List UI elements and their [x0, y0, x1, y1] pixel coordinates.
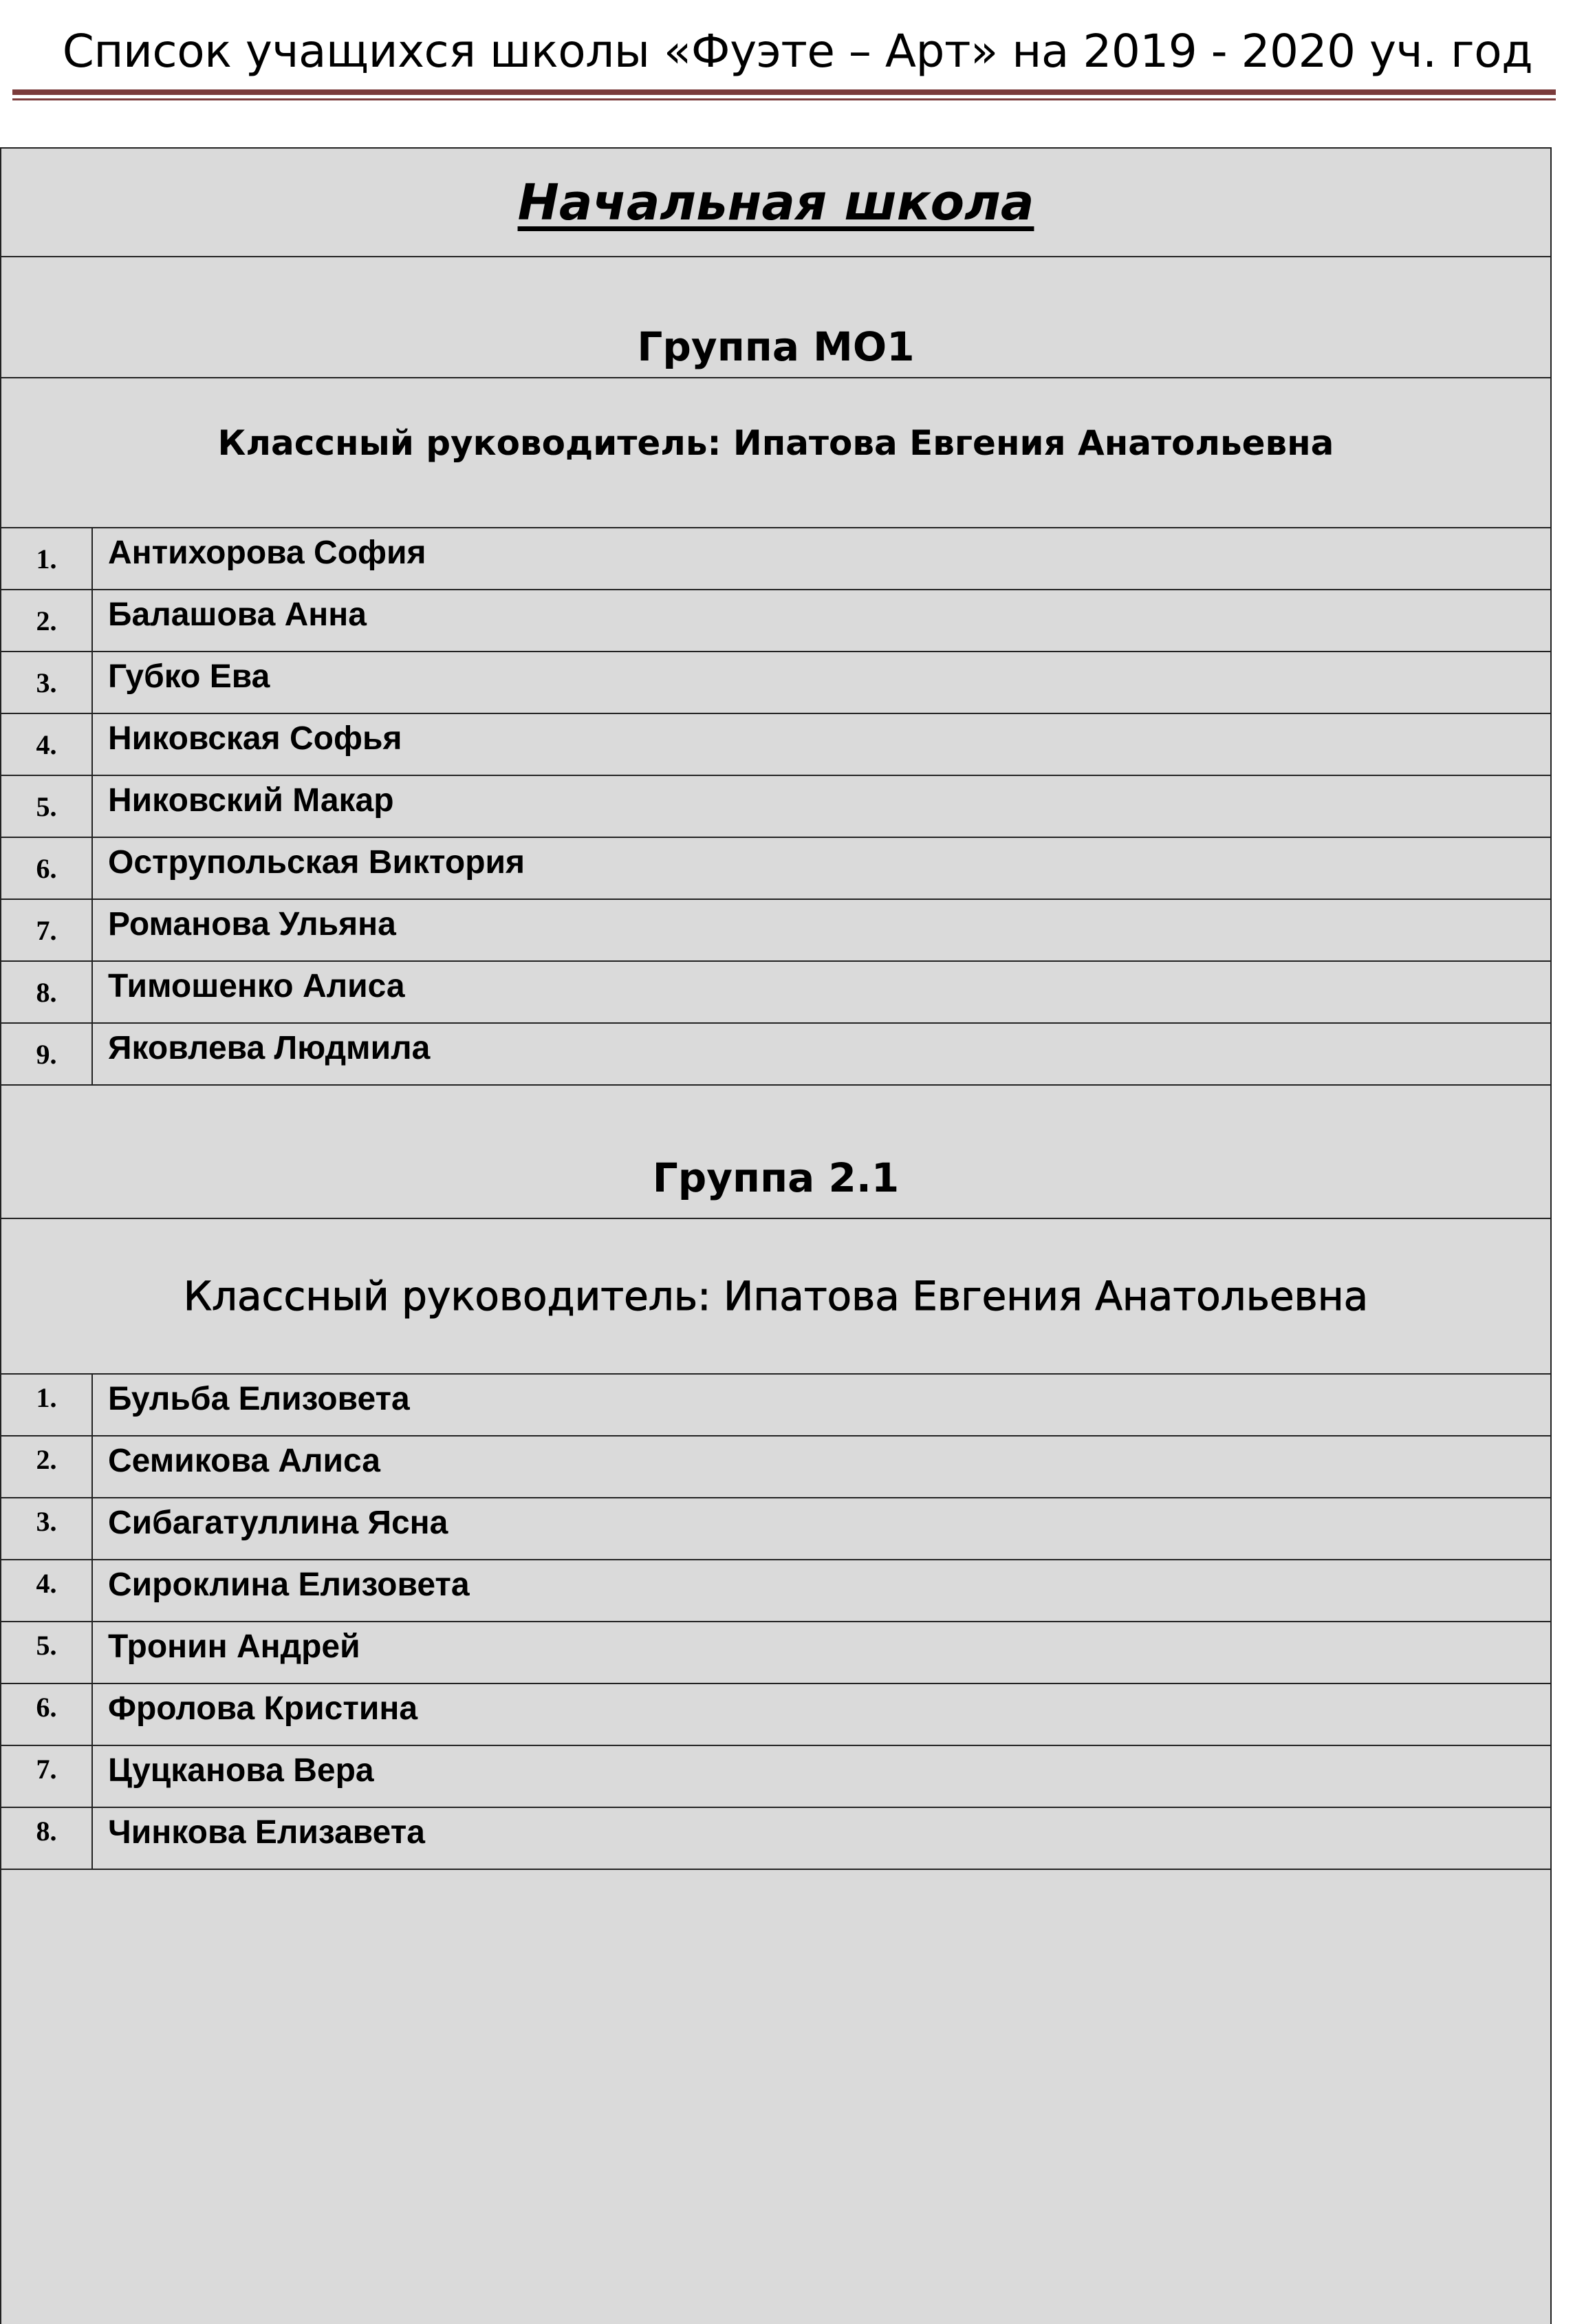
header-rule-thin: [12, 98, 1556, 100]
student-name: Цуцканова Вера: [108, 1752, 374, 1789]
student-name: Бульба Елизовета: [108, 1381, 410, 1417]
table-row: [1, 1560, 1550, 1622]
table-row: [1, 962, 1550, 1024]
page-title: Список учащихся школы «Фуэте – Арт» на 2019 - 2020 уч. год: [62, 25, 1533, 78]
student-name: Никовский Макар: [108, 782, 394, 819]
row-number: 6.: [1, 1684, 93, 1745]
table-row: [1, 652, 1550, 714]
table-row: [1, 528, 1550, 590]
group-title: Группа МО1: [1, 257, 1550, 378]
student-name: Семикова Алиса: [108, 1443, 380, 1479]
row-number: 3.: [1, 652, 93, 713]
row-number: 8.: [1, 1808, 93, 1869]
row-number: 1.: [1, 528, 93, 589]
row-number: 7.: [1, 1746, 93, 1807]
row-number: 7.: [1, 900, 93, 960]
header-rule: [12, 89, 1556, 95]
empty-table-area: [1, 1870, 1550, 2324]
student-name: Острупольская Виктория: [108, 844, 525, 881]
row-number: 5.: [1, 1622, 93, 1683]
row-number: 5.: [1, 776, 93, 837]
student-name: Сибагатуллина Ясна: [108, 1505, 448, 1541]
row-number: 2.: [1, 590, 93, 651]
table-row: [1, 1746, 1550, 1808]
row-number: 1.: [1, 1375, 93, 1435]
row-number: 4.: [1, 1560, 93, 1621]
row-number: 6.: [1, 838, 93, 899]
student-name: Губко Ева: [108, 658, 270, 695]
student-name: Балашова Анна: [108, 596, 367, 633]
row-number: 2.: [1, 1437, 93, 1497]
student-list-table: [0, 147, 1552, 2324]
table-row: [1, 838, 1550, 900]
school-section-title: Начальная школа: [1, 149, 1550, 257]
table-row: [1, 1375, 1550, 1437]
table-row: [1, 1024, 1550, 1086]
table-row: [1, 1437, 1550, 1498]
student-name: Сироклина Елизовета: [108, 1567, 470, 1603]
table-row: [1, 590, 1550, 652]
row-number: 9.: [1, 1024, 93, 1084]
table-row: [1, 1498, 1550, 1560]
table-row: [1, 714, 1550, 776]
student-name: Антихорова София: [108, 535, 426, 571]
row-number: 3.: [1, 1498, 93, 1559]
class-teacher: Классный руководитель: Ипатова Евгения Анатольевна: [1, 1219, 1550, 1375]
student-name: Никовская Софья: [108, 720, 402, 757]
group-title: Группа 2.1: [1, 1086, 1550, 1219]
table-row: [1, 1684, 1550, 1746]
table-row: [1, 776, 1550, 838]
row-number: 8.: [1, 962, 93, 1022]
class-teacher: Классный руководитель: Ипатова Евгения Анатольевна: [1, 378, 1550, 528]
table-row: [1, 1808, 1550, 1870]
table-row: [1, 1622, 1550, 1684]
student-name: Тимошенко Алиса: [108, 968, 405, 1004]
student-name: Романова Ульяна: [108, 906, 396, 943]
student-name: Фролова Кристина: [108, 1690, 418, 1727]
student-name: Чинкова Елизавета: [108, 1814, 425, 1851]
student-name: Тронин Андрей: [108, 1628, 360, 1665]
table-row: [1, 900, 1550, 962]
student-name: Яковлева Людмила: [108, 1030, 431, 1066]
row-number: 4.: [1, 714, 93, 775]
